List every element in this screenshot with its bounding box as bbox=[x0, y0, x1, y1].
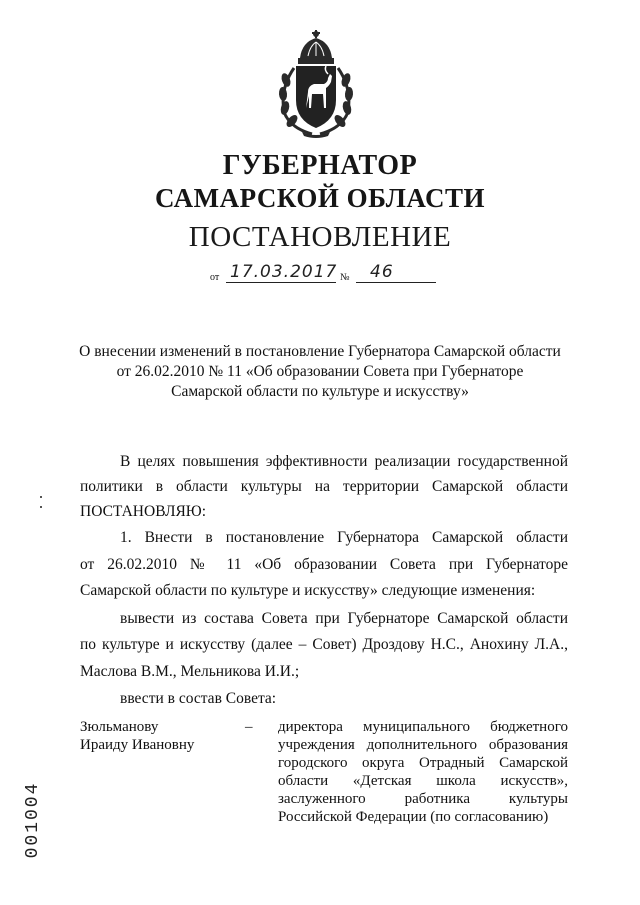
title-line: от 26.02.2010 № 11 «Об образовании Совета при Губернаторе bbox=[116, 363, 524, 380]
body-text-line-2 bbox=[80, 477, 568, 497]
position-line: Российской Федерации (по согласованию) bbox=[278, 809, 549, 825]
stamp-number: 001004 bbox=[23, 781, 43, 859]
body-text-line-4 bbox=[80, 528, 568, 548]
position-line: области «Детская школа искусств», bbox=[278, 773, 568, 789]
document-title bbox=[60, 342, 580, 402]
position-line: заслуженного работника культуры bbox=[278, 791, 568, 807]
scan-speck bbox=[40, 496, 42, 498]
paragraph-line: В целях повышения эффективности реализации государственной bbox=[120, 453, 568, 470]
paragraph-line: вывести из состава Совета при Губернаторе Самарской области bbox=[120, 610, 568, 627]
date-underline bbox=[226, 282, 336, 283]
title-line: О внесении изменений в постановление Губернатора Самарской области bbox=[79, 343, 561, 360]
number-label: № bbox=[340, 272, 350, 283]
body-text-line-9 bbox=[80, 662, 568, 682]
decree-word: ПОСТАНОВЛЯЮ: bbox=[80, 503, 207, 520]
date-from-label: от bbox=[210, 272, 220, 283]
handwritten-number: 46 bbox=[370, 262, 394, 282]
paragraph-line: Маслова В.М., Мельникова И.И.; bbox=[80, 663, 300, 680]
member-name bbox=[80, 718, 194, 754]
coat-of-arms-icon bbox=[272, 28, 360, 140]
member-name-line: Зюльманову bbox=[80, 719, 159, 735]
body-text bbox=[80, 452, 568, 472]
position-line: директора муниципального бюджетного bbox=[278, 719, 568, 735]
issuer-title-line1: ГУБЕРНАТОР bbox=[222, 150, 418, 181]
issuer-title-line2: САМАРСКОЙ ОБЛАСТИ bbox=[154, 183, 486, 213]
member-name-line: Ираиду Ивановну bbox=[80, 737, 195, 753]
body-text-line-5 bbox=[80, 555, 568, 575]
date-number-line bbox=[210, 264, 440, 288]
body-text-line-8 bbox=[80, 635, 568, 655]
body-text-line-3 bbox=[80, 502, 568, 522]
paragraph-line: ввести в состав Совета: bbox=[120, 690, 277, 707]
body-text-line-10 bbox=[80, 689, 568, 709]
paragraph-line: политики в области культуры на территории Самарской области bbox=[80, 478, 568, 495]
document-type: ПОСТАНОВЛЕНИЕ bbox=[188, 221, 452, 253]
member-position bbox=[278, 718, 568, 826]
handwritten-date: 17.03.2017 bbox=[230, 262, 338, 282]
scan-speck bbox=[40, 506, 42, 508]
registration-stamp bbox=[18, 780, 48, 860]
paragraph-line: от 26.02.2010 № 11 «Об образовании Совета при Губернаторе bbox=[80, 556, 568, 573]
paragraph-line: 1. Внести в постановление Губернатора Самарской области bbox=[120, 529, 568, 546]
paragraph-line: по культуре и искусству (далее – Совет) Дроздову Н.С., Анохину Л.А., bbox=[80, 636, 568, 653]
number-underline bbox=[356, 282, 436, 283]
member-dash: – bbox=[245, 719, 253, 735]
position-line: учреждения дополнительного образования bbox=[278, 737, 568, 753]
paragraph-line: Самарской области по культуре и искусству» следующие изменения: bbox=[80, 582, 536, 599]
position-line: городского округа Отрадный Самарской bbox=[278, 755, 568, 771]
body-text-line-7 bbox=[80, 609, 568, 629]
title-line: Самарской области по культуре и искусству» bbox=[171, 383, 469, 400]
body-text-line-6 bbox=[80, 581, 568, 601]
